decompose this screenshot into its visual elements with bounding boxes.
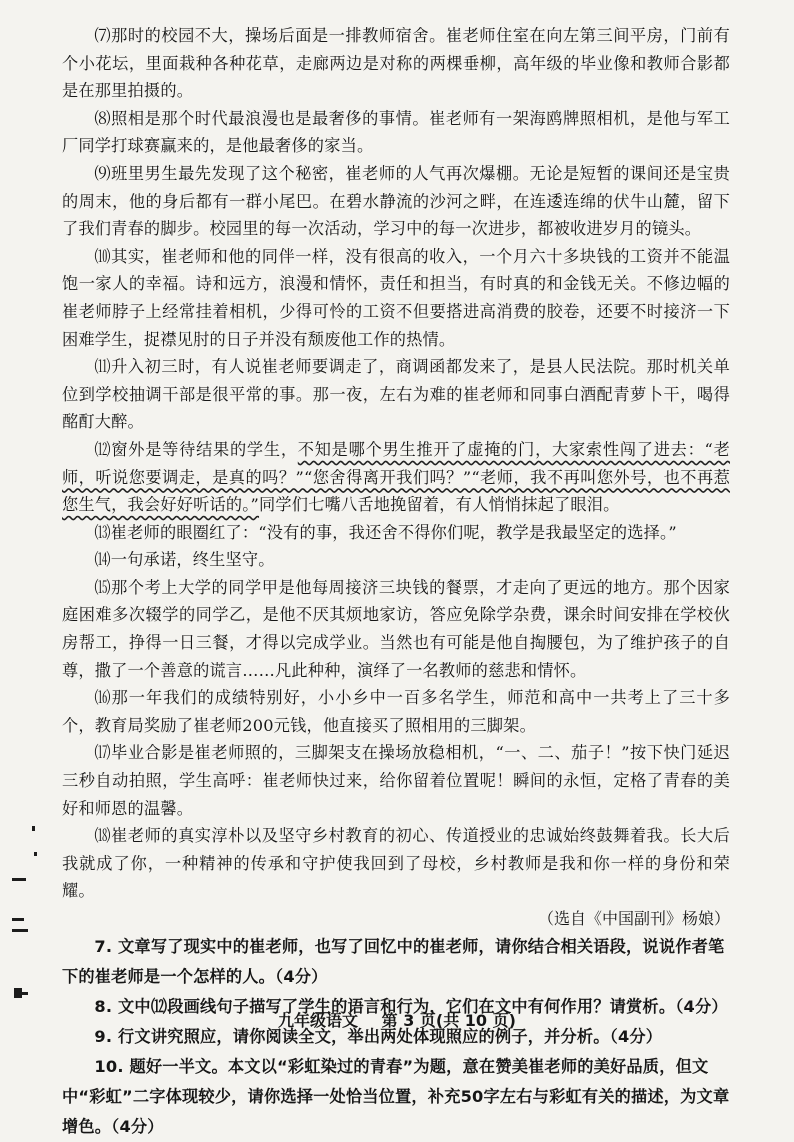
question-9: 9. 行文讲究照应，请你阅读全文，举出两处体现照应的例子，并分析。（4分） <box>94 1027 663 1046</box>
source-citation: （选自《中国副刊》杨娘） <box>537 909 730 928</box>
paragraph-7: ⑺那时的校园不大，操场后面是一排教师宿舍。崔老师住室在向左第三间平房，门前有个小花坛，里面栽种各种花草，走廊两边是对称的两棵垂柳，高年级的毕业像和教师合影都是在那里拍摄的。 <box>62 26 730 101</box>
paragraph-12-lead: ⑿窗外是等待结果的学生， <box>94 439 298 459</box>
margin-mark <box>14 988 22 998</box>
margin-mark <box>12 929 28 932</box>
footer-subject: 九年级语文 <box>278 1011 359 1030</box>
paragraph-8: ⑻照相是那个时代最浪漫也是最奢侈的事情。崔老师有一架海鸥牌照相机，是他与军工厂同学打球赛赢来的，是他最奢侈的家当。 <box>62 108 730 156</box>
margin-dot <box>34 852 37 856</box>
paragraph-17: ⒄毕业合影是崔老师照的，三脚架支在操场放稳相机，“一、二、茄子！”按下快门延迟三秒自动拍照，学生高呼：崔老师快过来，给你留着位置呢！瞬间的永恒，定格了青春的美好和师恩的温馨。 <box>62 743 730 818</box>
binding-margin-marks <box>10 826 50 1006</box>
document-body <box>62 22 730 1142</box>
question-7: 7. 文章写了现实中的崔老师，也写了回忆中的崔老师，请你结合相关语段，说说作者笔下的崔老师是一个怎样的人。（4分） <box>62 937 725 986</box>
paragraph-12-tail: 同学们七嘴八舌地挽留着，有人悄悄抹起了眼泪。 <box>259 495 620 515</box>
paragraph-16: ⒃那一年我们的成绩特别好，小小乡中一百多名学生，师范和高中一共考上了三十多个，教育局奖励了崔老师200元钱，他直接买了照相用的三脚架。 <box>62 688 730 735</box>
paragraph-13: ⒀崔老师的眼圈红了：“没有的事，我还舍不得你们呢，教学是我最坚定的选择。” <box>94 522 677 542</box>
paragraph-10: ⑽其实，崔老师和他的同伴一样，没有很高的收入，一个月六十多块钱的工资并不能温饱一家人的幸福。诗和远方，浪漫和情怀，责任和担当，有时真的和金钱无关。不修边幅的崔老师脖子上经常挂着相机，少得可怜的工资不但要搭进高消费的胶卷，还要不时接济一下困难学生，捉襟见肘的日子并没有颓废他工作的热情。 <box>62 246 730 349</box>
question-10: 10. 题好一半文。本文以“彩虹染过的青春”为题，意在赞美崔老师的美好品质，但文中“彩虹”二字体现较少，请你选择一处恰当位置，补充50字左右与彩虹有关的描述，为文章增色。（4分） <box>62 1057 730 1136</box>
page-footer <box>0 1008 794 1031</box>
paragraph-18: ⒅崔老师的真实淳朴以及坚守乡村教育的初心、传道授业的忠诚始终鼓舞着我。长大后我就成了你，一种精神的传承和守护使我回到了母校，乡村教师是我和你一样的身份和荣耀。 <box>62 826 730 901</box>
paragraph-12 <box>62 436 730 519</box>
question-8: 8. 文中⑿段画线句子描写了学生的语言和行为，它们在文中有何作用？请赏析。（4分） <box>94 997 728 1016</box>
paragraph-12-underlined-sentence: 不知是哪个男生推开了虚掩的门，大家索性闯了进去：“老师，听说您要调走，是真的吗？”“您舍得离开我们吗？”“老师，我不再叫您外号，也不再惹您生气，我会好好听话的。” <box>62 439 730 515</box>
paragraph-9: ⑼班里男生最先发现了这个秘密，崔老师的人气再次爆棚。无论是短暂的课间还是宝贵的周末，他的身后都有一群小尾巴。在碧水静流的沙河之畔，在连逶连绵的伏牛山麓，留下了我们青春的脚步。校园里的每一次活动，学习中的每一次进步，都被收进岁月的镜头。 <box>62 163 730 239</box>
paragraph-15: ⒂那个考上大学的同学甲是他每周接济三块钱的餐票，才走向了更远的地方。那个因家庭困难多次辍学的同学乙，是他不厌其烦地家访，答应免除学杂费，课余时间安排在学校伙房帮工，挣得一日三餐，才得以完成学业。当然也有可能是他自掏腰包，为了维护孩子的自尊，撒了一个善意的谎言……凡此种种，演绎了一名教师的慈悲和情怀。 <box>62 577 730 680</box>
margin-mark <box>22 992 28 995</box>
footer-page-number: 第 3 页(共 10 页) <box>381 1011 516 1030</box>
margin-mark <box>12 878 26 881</box>
margin-dot <box>32 826 35 831</box>
paragraph-11: ⑾升入初三时，有人说崔老师要调走了，商调函都发来了，是县人民法院。那时机关单位到学校抽调干部是很平常的事。那一夜，左右为难的崔老师和同事白酒配青萝卜干，喝得酩酊大醉。 <box>62 357 730 432</box>
paragraph-14: ⒁一句承诺，终生坚守。 <box>94 550 275 570</box>
margin-mark <box>12 918 24 921</box>
